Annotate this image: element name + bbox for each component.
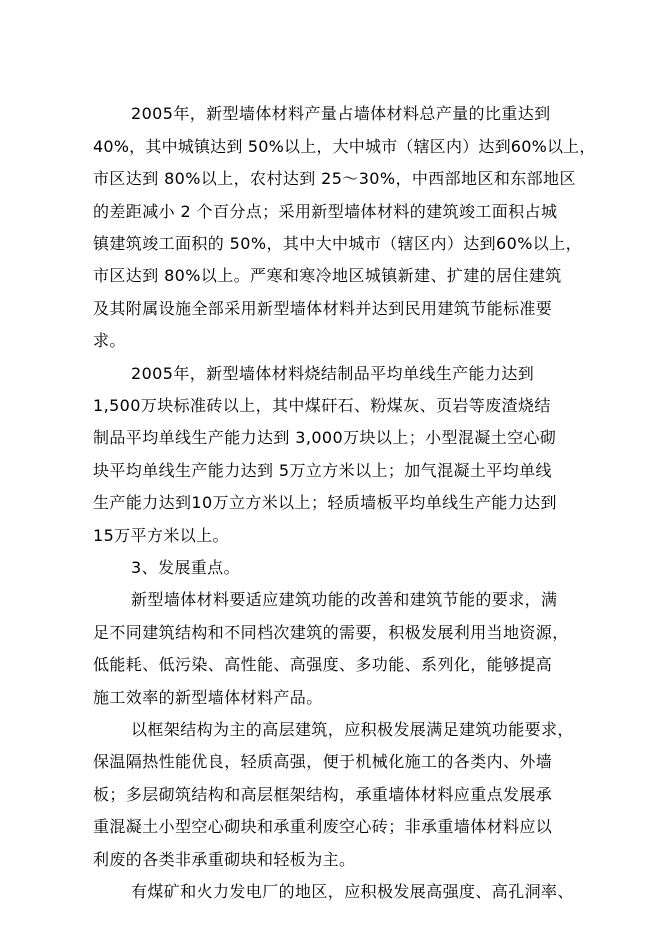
text-line: 的差距减小 2 个百分点；采用新型墙体材料的建筑竣工面积占城	[93, 202, 558, 221]
text-line: 板；多层砌筑结构和高层框架结构，承重墙体材料应重点发展承	[93, 785, 553, 804]
text-line: 市区达到 80%以上，农村达到 25～30%，中西部地区和东部地区	[93, 169, 576, 188]
text-line: 有煤矿和火力发电厂的地区，应积极发展高强度、高孔洞率、	[131, 882, 574, 901]
text-line: 施工效率的新型墙体材料产品。	[93, 688, 323, 707]
text-line: 40%，其中城镇达到 50%以上，大中城市（辖区内）达到60%以上，	[93, 137, 596, 156]
text-line: 块平均单线生产能力达到 5万立方米以上；加气混凝土平均单线	[93, 461, 552, 480]
text-line: 镇建筑竣工面积的 50%，其中大中城市（辖区内）达到60%以上，	[93, 234, 583, 253]
text-line: 2005年，新型墙体材料产量占墙体材料总产量的比重达到	[131, 104, 551, 123]
text-line: 足不同建筑结构和不同档次建筑的需要，积极发展利用当地资源，	[93, 623, 569, 642]
text-line: 1,500万块标准砖以上，其中煤矸石、粉煤灰、页岩等废渣烧结	[93, 396, 551, 415]
text-line: 2005年，新型墙体材料烧结制品平均单线生产能力达到	[131, 364, 535, 383]
text-line: 利废的各类非承重砌块和轻板为主。	[93, 850, 356, 869]
text-line: 生产能力达到10万立方米以上；轻质墙板平均单线生产能力达到	[93, 493, 557, 512]
text-line: 求。	[93, 331, 126, 350]
text-line: 重混凝土小型空心砌块和承重利废空心砖；非承重墙体材料应以	[93, 817, 553, 836]
text-line: 低能耗、低污染、高性能、高强度、多功能、系列化，能够提高	[93, 655, 553, 674]
text-line: 及其附属设施全部采用新型墙体材料并达到民用建筑节能标准要	[93, 299, 553, 318]
text-line: 市区达到 80%以上。严寒和寒冷地区城镇新建、扩建的居住建筑	[93, 266, 562, 285]
text-line: 新型墙体材料要适应建筑功能的改善和建筑节能的要求，满	[131, 590, 558, 609]
text-line: 15万平方米以上。	[93, 526, 229, 545]
text-line: 制品平均单线生产能力达到 3,000万块以上；小型混凝土空心砌	[93, 428, 557, 447]
text-line: 保温隔热性能优良，轻质高强，便于机械化施工的各类内、外墙	[93, 752, 553, 771]
text-line: 以框架结构为主的高层建筑，应积极发展满足建筑功能要求，	[131, 720, 574, 739]
section-heading: 3、发展重点。	[131, 558, 240, 577]
